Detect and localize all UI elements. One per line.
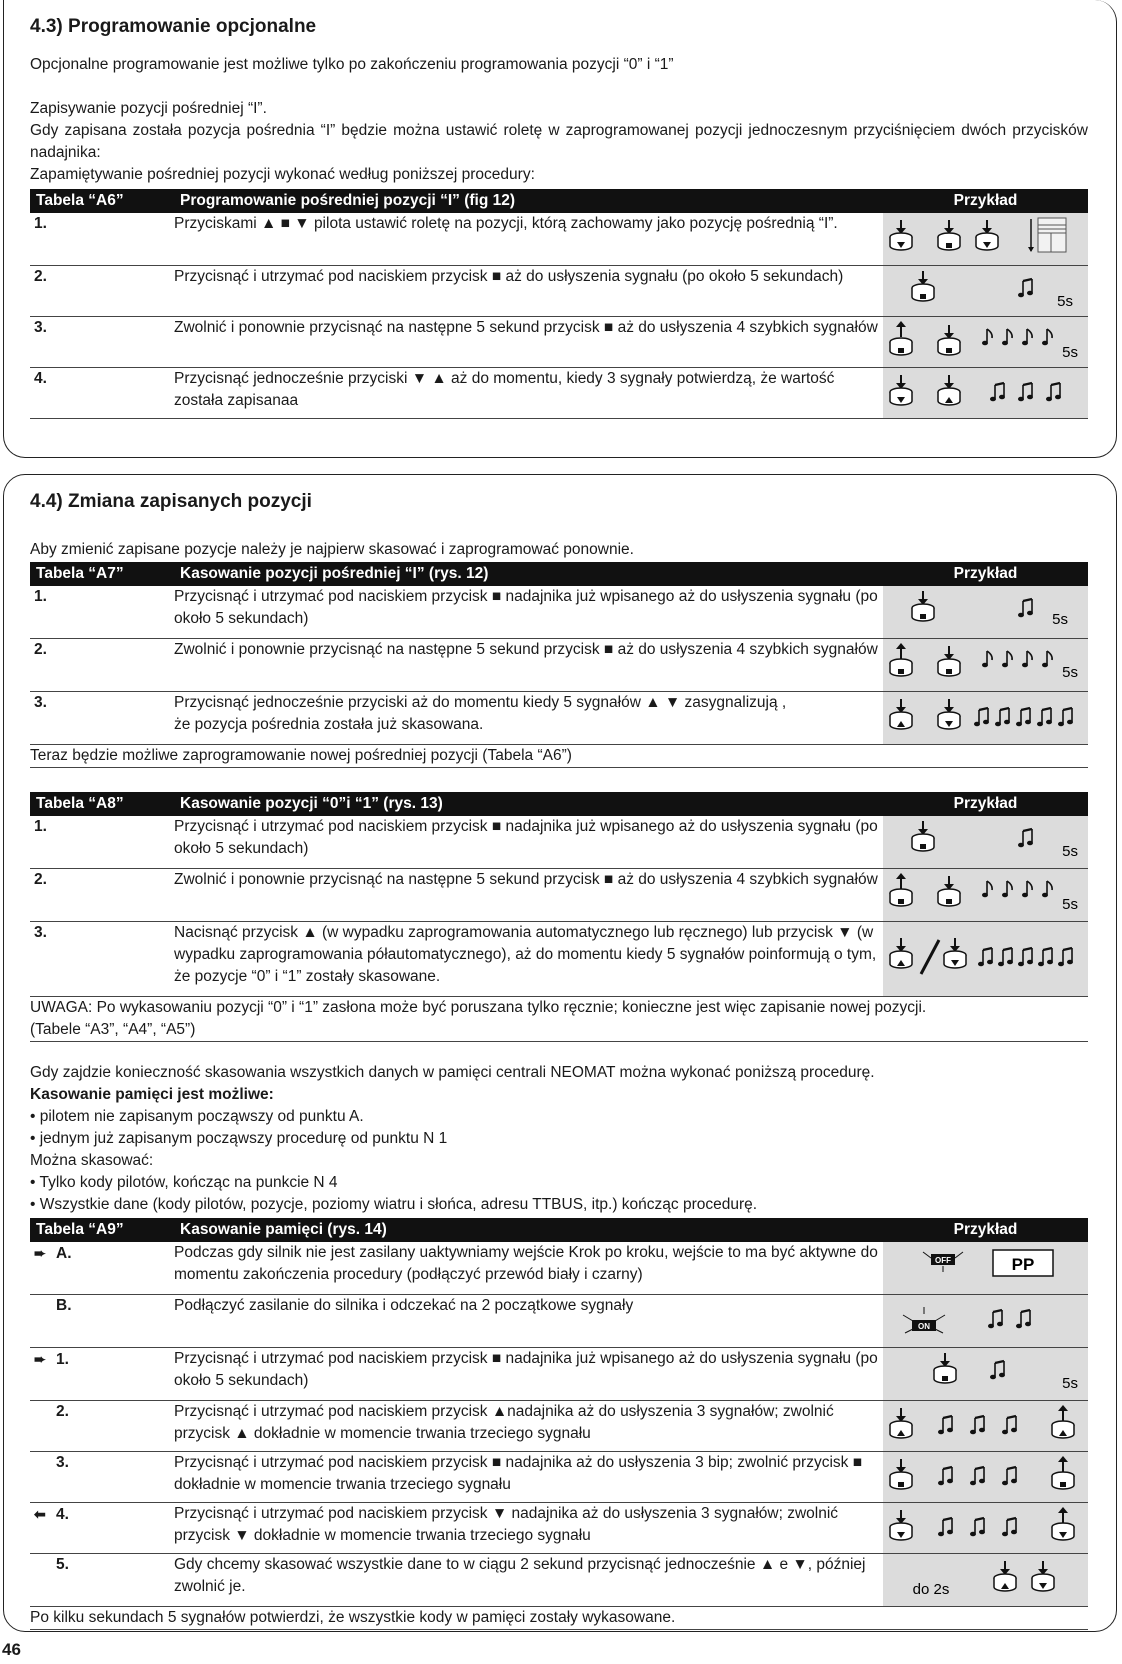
example-cell [883,1295,1088,1348]
example-cell [883,922,1088,997]
paragraph: Gdy zajdzie konieczność skasowania wszystkich danych w pamięci centrali NEOMAT można wykonać poniższą procedurę. [30,1064,875,1081]
table-row [30,1401,1088,1452]
step-text: Przycisnąć i utrzymać pod naciskiem przycisk ▲nadajnika aż do usłyszenia 3 sygnałów; zwolnić przycisk ▲ dokładnie w momencie trwania trzeciego sygnału [174,1401,883,1452]
table-row [30,213,1088,266]
table-row [30,586,1088,639]
list-item: • Tylko kody pilotów, kończąc na punkcie N 4 [30,1174,338,1191]
example-cell [883,213,1088,266]
step-number: 1. [30,213,174,266]
example-illustration [883,816,1088,861]
step-number [30,1503,174,1554]
section-4-3-frame [3,0,1117,458]
table-title: Kasowanie pozycji “0”i “1” (rys. 13) [174,792,883,816]
arrow-left-icon: ⬅ [34,1506,46,1522]
table-row [30,869,1088,922]
step-text: Podłączyć zasilanie do silnika i odczekać na 2 początkowe sygnały [174,1295,883,1348]
table-title: Kasowanie pamięci (rys. 14) [174,1218,883,1242]
table-row [30,1452,1088,1503]
step-text: Przycisnąć i utrzymać pod naciskiem przycisk ■ nadajnika już wpisanego aż do usłyszenia sygnału (po około 5 sekundach) [174,586,883,639]
table-title: Programowanie pośredniej pozycji “I” (fig 12) [174,189,883,213]
table-note: Po kilku sekundach 5 sygnałów potwierdzi, że wszystkie kody w pamięci zostały wykasowane. [30,1607,1088,1630]
switch-off-icon [923,1252,963,1272]
example-illustration [883,1503,1088,1546]
step-text: Przycisnąć i utrzymać pod naciskiem przycisk ■ nadajnika już wpisanego aż do usłyszenia sygnału (po około 5 sekundach) [174,816,883,869]
pp-label: PP [1011,1255,1035,1274]
section-4-4 [30,491,1088,1630]
step-number: 1. [30,586,174,639]
step-number [30,1452,174,1503]
table-a9 [30,1218,1088,1630]
step-number: 2. [30,639,174,692]
example-cell [883,1554,1088,1607]
switch-on-icon [903,1307,945,1333]
step-number: 1. [30,816,174,869]
step-text: Przyciskami ▲ ■ ▼ pilota ustawić roletę na pozycji, którą zachowamy jako pozycję pośrednią “I”. [174,213,883,266]
table-row [30,922,1088,997]
example-illustration [883,213,1088,258]
example-illustration [883,317,1088,360]
time-label: 5s [1062,1375,1078,1392]
paragraph-bold: Kasowanie pamięci jest możliwe: [30,1086,274,1103]
on-label: ON [918,1322,930,1331]
step-text: Zwolnić i ponownie przycisnąć na następne 5 sekund przycisk ■ aż do usłyszenia 4 szybkich sygnałów [174,639,883,692]
step-number [30,1401,174,1452]
page-number: 46 [2,1640,21,1659]
example-header: Przykład [883,189,1088,213]
paragraph: Zapisywanie pozycji pośredniej “I”. [30,100,267,117]
example-cell [883,266,1088,317]
table-header [30,189,1088,213]
table-row [30,317,1088,368]
step-text: Przycisnąć i utrzymać pod naciskiem przycisk ■ nadajnika już wpisanego aż do usłyszenia sygnału (po około 5 sekundach) [174,1348,883,1401]
example-cell [883,816,1088,869]
example-cell [883,692,1088,745]
step-text: Przycisnąć jednocześnie przyciski ▼ ▲ aż do momentu, kiedy 3 sygnały potwierdzą, że wartość została zapisanaa [174,368,883,419]
paragraph: Aby zmienić zapisane pozycje należy je najpierw skasować i zaprogramować ponownie. [30,541,634,558]
step-label: 3. [56,1454,69,1471]
pp-terminal-icon [993,1250,1053,1276]
table-row [30,1348,1088,1401]
step-text: Gdy chcemy skasować wszystkie dane to w ciągu 2 sekund przycisnąć jednocześnie ▲ e ▼, później zwolnić je. [174,1554,883,1607]
table-header [30,792,1088,816]
paragraph: Można skasować: [30,1152,154,1169]
step-text: Zwolnić i ponownie przycisnąć na następne 5 sekund przycisk ■ aż do usłyszenia 4 szybkich sygnałów [174,317,883,368]
example-illustration [883,692,1088,737]
time-label: 5s [1062,896,1078,913]
table-note-row [30,1607,1088,1630]
table-row [30,639,1088,692]
table-note-row [30,745,1088,768]
example-cell [883,586,1088,639]
table-note: UWAGA: Po wykasowaniu pozycji “0” i “1” zasłona może być poruszana tylko ręcznie; konieczne jest więc zapisanie nowej pozycji. (Tabele “A3”, “A4”, “A5”) [30,997,1088,1042]
arrow-right-icon: ➨ [34,1245,46,1261]
table-row [30,266,1088,317]
step-number [30,1295,174,1348]
step-label: 5. [56,1556,69,1573]
step-number: 2. [30,869,174,922]
example-illustration [883,266,1088,309]
table-row [30,1242,1088,1295]
example-illustration [883,1554,1088,1599]
example-cell [883,1503,1088,1554]
step-number [30,1242,174,1295]
example-cell [883,1242,1088,1295]
table-note-row [30,997,1088,1042]
table-a7 [30,562,1088,768]
example-cell [883,639,1088,692]
table-header [30,1218,1088,1242]
arrow-right-icon: ➨ [34,1351,46,1367]
paragraph: Gdy zapisana została pozycja pośrednia “I” będzie można ustawić roletę w zaprogramowanej pozycji jednoczesnym przyciśnięciem dwóch przycisków nadajnika: [30,122,1088,161]
time-label: 5s [1062,843,1078,860]
roller-shutter-icon [1028,218,1066,252]
section-title: 4.4) Zmiana zapisanych pozycji [30,491,312,512]
step-text: Przycisnąć i utrzymać pod naciskiem przycisk ▼ nadajnika aż do usłyszenia 3 sygnałów; zwolnić przycisk ▼ dokładnie w momencie trwania trzeciego sygnału [174,1503,883,1554]
example-illustration [883,869,1088,914]
step-text: Przycisnąć i utrzymać pod naciskiem przycisk ■ nadajnika aż do usłyszenia 3 bip; zwolnić przycisk ■ dokładnie w momencie trwania trzeciego sygnału [174,1452,883,1503]
step-label: 4. [56,1506,69,1523]
example-illustration [883,1452,1088,1495]
example-illustration [883,586,1088,631]
example-illustration [883,1401,1088,1444]
step-text: Przycisnąć jednocześnie przyciski aż do momentu kiedy 5 sygnałów ▲ ▼ zasygnalizują , że pozycja pośrednia została już skasowana. [174,692,883,745]
example-illustration [883,639,1088,684]
step-number: 3. [30,317,174,368]
example-cell [883,1348,1088,1401]
table-row [30,368,1088,419]
step-number: 3. [30,922,174,997]
step-number: 3. [30,692,174,745]
table-a6 [30,189,1088,419]
table-row [30,1554,1088,1607]
time-label: 5s [1062,344,1078,360]
example-cell [883,1401,1088,1452]
time-label: 5s [1062,664,1078,681]
time-label: 5s [1052,611,1068,628]
table-row [30,692,1088,745]
step-number [30,1554,174,1607]
table-title: Kasowanie pozycji pośredniej “I” (rys. 12) [174,562,883,586]
list-item: • jednym już zapisanym począwszy procedurę od punktu N 1 [30,1130,448,1147]
table-row [30,816,1088,869]
example-header: Przykład [883,562,1088,586]
step-label: B. [56,1297,72,1314]
table-note: Teraz będzie możliwe zaprogramowanie nowej pośredniej pozycji (Tabela “A6”) [30,745,1088,768]
table-header [30,562,1088,586]
example-cell [883,869,1088,922]
off-label: OFF [935,1256,951,1265]
step-text: Przycisnąć i utrzymać pod naciskiem przycisk ■ aż do usłyszenia sygnału (po około 5 sekundach) [174,266,883,317]
table-id: Tabela “A6” [30,189,174,213]
example-illustration [883,368,1088,411]
table-id: Tabela “A7” [30,562,174,586]
table-a8 [30,792,1088,1042]
step-label: 1. [56,1351,69,1368]
example-cell [883,1452,1088,1503]
example-header: Przykład [883,1218,1088,1242]
example-illustration [883,1295,1088,1340]
example-illustration [883,1348,1088,1393]
paragraph: Opcjonalne programowanie jest możliwe tylko po zakończeniu programowania pozycji “0” i “1” [30,56,674,73]
table-row [30,1295,1088,1348]
list-item: • pilotem nie zapisanym począwszy od punktu A. [30,1108,364,1125]
list-item: • Wszystkie dane (kody pilotów, pozycje, poziomy wiatru i słońca, adresu TTBUS, itp.) kończąc procedurę. [30,1196,758,1213]
step-label: A. [56,1245,72,1262]
example-cell [883,368,1088,419]
step-number: 2. [30,266,174,317]
step-number: 4. [30,368,174,419]
time-label: 5s [1057,293,1073,309]
example-illustration [883,922,1088,989]
step-text: Podczas gdy silnik nie jest zasilany uaktywniamy wejście Krok po kroku, wejście to ma być aktywne do momentu zakończenia procedury (podłączyć przewód biały i czarny) [174,1242,883,1295]
paragraph: Zapamiętywanie pośredniej pozycji wykonać według poniższej procedury: [30,166,535,183]
table-id: Tabela “A8” [30,792,174,816]
example-header: Przykład [883,792,1088,816]
table-id: Tabela “A9” [30,1218,174,1242]
example-illustration [883,1242,1088,1287]
step-number [30,1348,174,1401]
time-label: do 2s [912,1581,950,1598]
step-label: 2. [56,1403,69,1420]
section-4-4-frame [3,474,1117,1632]
table-row [30,1503,1088,1554]
section-4-3 [30,16,1088,419]
example-cell [883,317,1088,368]
step-text: Zwolnić i ponownie przycisnąć na następne 5 sekund przycisk ■ aż do usłyszenia 4 szybkich sygnałów [174,869,883,922]
step-text: Nacisnąć przycisk ▲ (w wypadku zaprogramowania automatycznego lub ręcznego) lub przycisk ▼ (w wypadku zaprogramowania półautomatycznego), aż do momentu kiedy 5 sygnałów poinformują o tym, że pozycje “0” i “1” zostały skasowane. [174,922,883,997]
section-title: 4.3) Programowanie opcjonalne [30,16,317,37]
